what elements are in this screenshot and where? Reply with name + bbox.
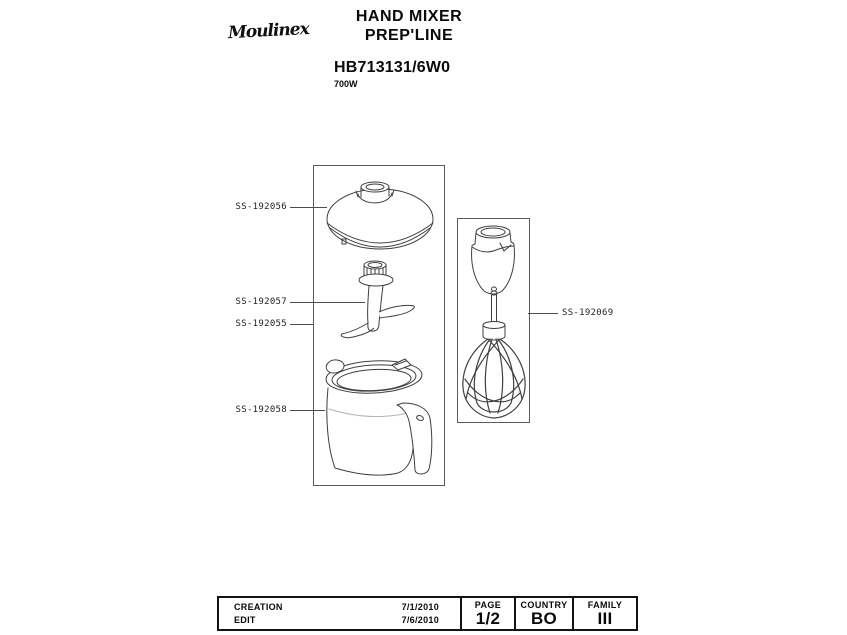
chopper-parts-box: [313, 165, 445, 486]
page-cell: [460, 598, 514, 629]
creation-row: [234, 602, 439, 612]
moulinex-logo: Moulinex: [227, 19, 310, 44]
whisk-gearbox-drawing: [472, 226, 515, 294]
chopper-bowl-drawing: [325, 359, 432, 476]
product-title: [309, 7, 509, 45]
country-value: BO: [530, 609, 558, 628]
wattage: 700W: [334, 79, 358, 89]
model-block: [334, 59, 450, 89]
part-label-ss-192069: SS-192069: [562, 308, 614, 318]
family-value: III: [597, 609, 613, 628]
edit-label: EDIT: [234, 615, 256, 625]
model-number: HB713131/6W0: [334, 59, 451, 76]
chopper-blade-drawing: [341, 261, 414, 338]
part-label-ss-192057: SS-192057: [235, 297, 287, 307]
creation-date: 7/1/2010: [401, 602, 439, 612]
part-label-ss-192055: SS-192055: [235, 319, 287, 329]
whisk-parts-box: [457, 218, 530, 423]
revision-table: [217, 596, 638, 631]
part-label-ss-192056: SS-192056: [235, 202, 287, 212]
creation-label: CREATION: [234, 602, 283, 612]
whisk-drawing: [463, 287, 525, 418]
product-title-line2: PREP'LINE: [364, 27, 454, 44]
family-label: FAMILY: [587, 600, 623, 610]
chopper-parts-art: [314, 166, 444, 485]
whisk-parts-art: [458, 219, 529, 422]
country-cell: [514, 598, 572, 629]
revision-dates-cell: [219, 598, 460, 629]
page-value: 1/2: [475, 609, 501, 628]
country-label: COUNTRY: [520, 600, 568, 610]
leader-line: [290, 302, 365, 303]
product-title-line1: HAND MIXER: [355, 8, 463, 25]
page-label: PAGE: [474, 600, 502, 610]
leader-line: [528, 313, 558, 314]
leader-line: [290, 207, 327, 208]
family-cell: [572, 598, 636, 629]
leader-line: [290, 410, 325, 411]
part-label-ss-192058: SS-192058: [235, 405, 287, 415]
chopper-lid-drawing: [327, 182, 433, 249]
edit-date: 7/6/2010: [401, 615, 439, 625]
leader-line: [290, 324, 313, 325]
edit-row: [234, 615, 439, 625]
